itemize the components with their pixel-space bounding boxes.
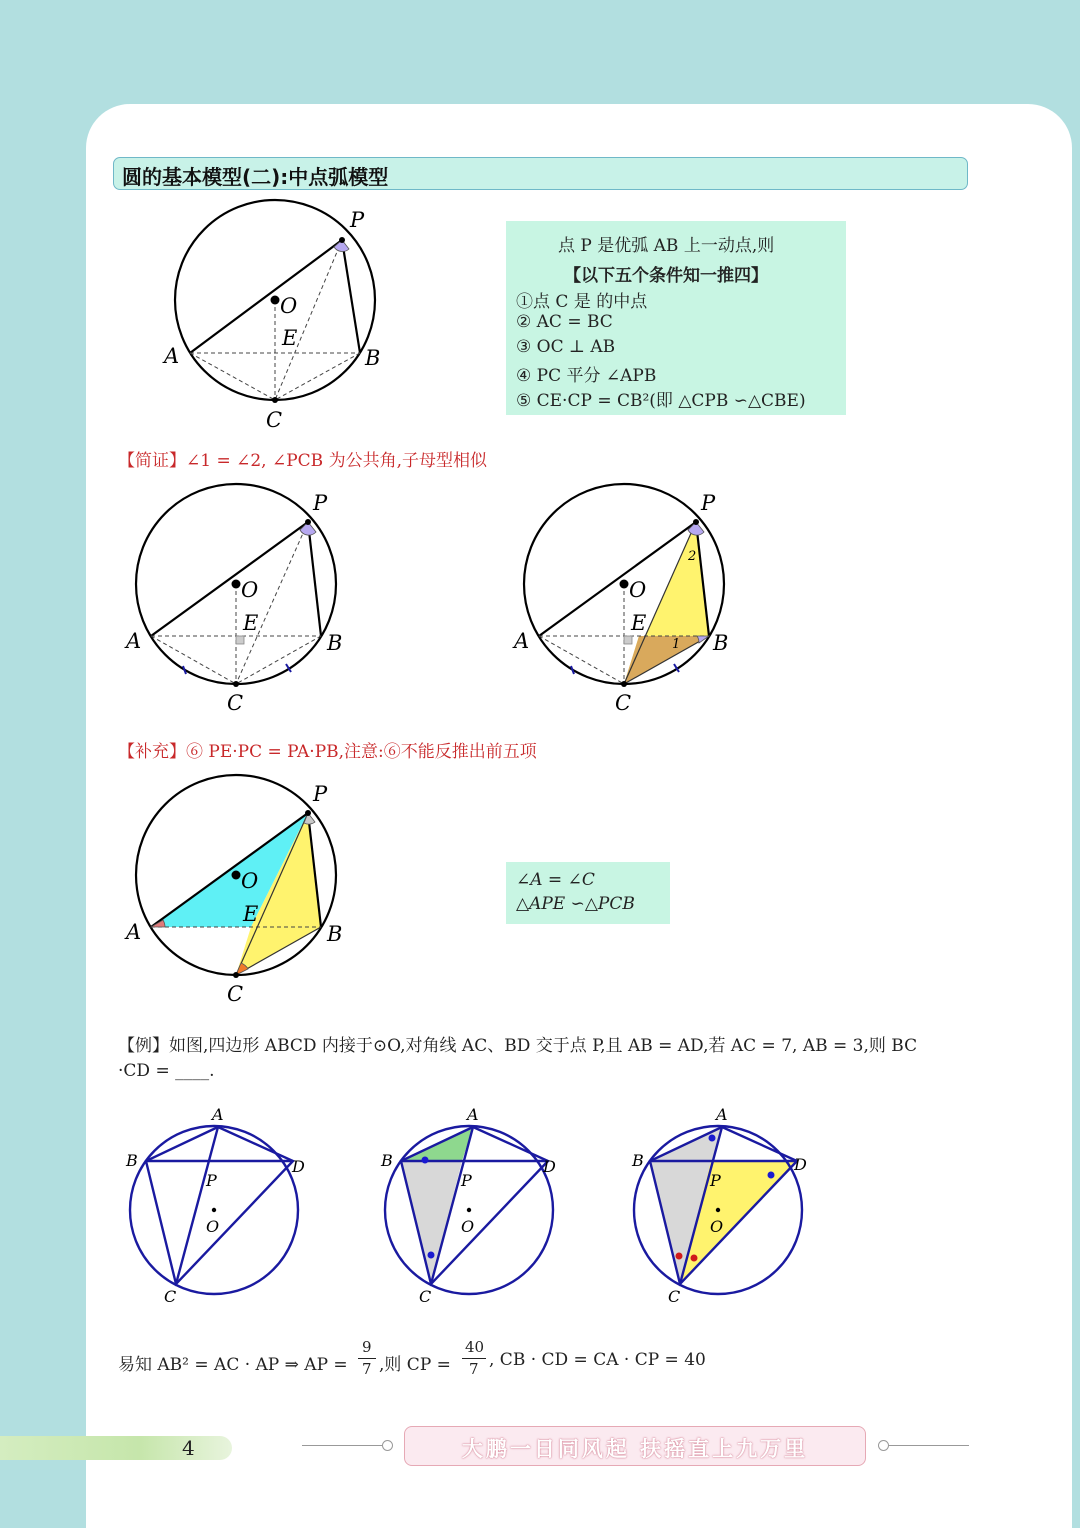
footer-bar bbox=[0, 1436, 232, 1460]
figure-supplement bbox=[120, 771, 360, 1011]
angle-label-1: 1 bbox=[672, 637, 681, 652]
solution-prefix: 易知 AB² = AC · AP ⇒ AP = bbox=[118, 1355, 348, 1375]
section-title-bar bbox=[113, 157, 968, 190]
label-A: A bbox=[126, 920, 142, 944]
ex3-label-P: P bbox=[710, 1171, 721, 1190]
label-P: P bbox=[350, 208, 365, 232]
example-line-1: 【例】如图,四边形 ABCD 内接于⊙O,对角线 AC、BD 交于点 P,且 AB = AD,若 AC = 7, AB = 3,则 BC bbox=[118, 1036, 918, 1056]
example-line-2: ·CD = ____. bbox=[118, 1061, 215, 1081]
example-figure-3 bbox=[614, 1100, 834, 1310]
proof-note: 【简证】∠1 = ∠2, ∠PCB 为公共角,子母型相似 bbox=[118, 451, 487, 471]
slogan-box bbox=[404, 1426, 866, 1466]
supplement-note: 【补充】⑥ PE·PC = PA·PB,注意:⑥不能反推出前五项 bbox=[118, 742, 537, 762]
conditions-box bbox=[506, 221, 846, 415]
figure-proof-left bbox=[120, 480, 360, 720]
solution-mid: ,则 CP = bbox=[379, 1355, 451, 1375]
condition-1: ①点 C 是 的中点 bbox=[516, 292, 648, 312]
label-P: P bbox=[313, 782, 328, 806]
label-O: O bbox=[280, 294, 298, 318]
ex2-label-C: C bbox=[419, 1287, 432, 1306]
label-E: E bbox=[282, 326, 298, 350]
label-O: O bbox=[629, 578, 647, 602]
figure-midpoint-arc bbox=[160, 195, 400, 435]
example-figure-2 bbox=[365, 1100, 585, 1310]
page-number: 4 bbox=[182, 1436, 195, 1460]
conditions-rule: 【以下五个条件知一推四】 bbox=[564, 266, 768, 286]
label-P: P bbox=[313, 491, 328, 515]
frac1-bar bbox=[358, 1358, 376, 1359]
label-B: B bbox=[327, 631, 343, 655]
label-B: B bbox=[713, 631, 729, 655]
label-O: O bbox=[241, 869, 259, 893]
label-O: O bbox=[241, 578, 259, 602]
solution-frac2-num: 40 bbox=[465, 1338, 485, 1356]
footer-left-rule bbox=[302, 1445, 382, 1446]
ex1-label-A: A bbox=[212, 1105, 224, 1124]
label-A: A bbox=[164, 344, 180, 368]
frac2-bar bbox=[462, 1358, 486, 1359]
ex2-label-B: B bbox=[381, 1151, 393, 1170]
slogan: 大鹏一日同风起 扶摇直上九万里 bbox=[461, 1436, 809, 1461]
solution-suffix: , CB · CD = CA · CP = 40 bbox=[489, 1350, 706, 1370]
label-E: E bbox=[631, 611, 647, 635]
condition-3: ③ OC ⊥ AB bbox=[516, 337, 616, 357]
ex1-label-O: O bbox=[206, 1217, 220, 1236]
footer-right-rule bbox=[889, 1445, 969, 1446]
angle-label-2: 2 bbox=[688, 549, 697, 564]
solution-frac2-den: 7 bbox=[469, 1360, 479, 1378]
conditions-intro: 点 P 是优弧 AB 上一动点,则 bbox=[558, 236, 775, 256]
example-figure-1 bbox=[110, 1100, 330, 1310]
ex2-label-D: D bbox=[543, 1157, 556, 1176]
ex1-label-C: C bbox=[164, 1287, 177, 1306]
label-A: A bbox=[126, 629, 142, 653]
solution-frac1-den: 7 bbox=[362, 1360, 372, 1378]
ex3-label-C: C bbox=[668, 1287, 681, 1306]
label-E: E bbox=[243, 902, 259, 926]
solution-frac1-num: 9 bbox=[362, 1338, 372, 1356]
similarity-box bbox=[506, 862, 670, 924]
section-title: 圆的基本模型(二):中点弧模型 bbox=[122, 165, 389, 189]
label-C: C bbox=[615, 691, 632, 715]
label-A: A bbox=[514, 629, 530, 653]
condition-5: ⑤ CE·CP = CB²(即 △CPB ∽△CBE) bbox=[516, 391, 806, 411]
ex3-label-O: O bbox=[710, 1217, 724, 1236]
label-E: E bbox=[243, 611, 259, 635]
label-C: C bbox=[227, 982, 244, 1006]
ex3-label-B: B bbox=[632, 1151, 644, 1170]
condition-2: ② AC = BC bbox=[516, 312, 613, 332]
ex2-label-A: A bbox=[467, 1105, 479, 1124]
ex1-label-B: B bbox=[126, 1151, 138, 1170]
ex1-label-P: P bbox=[206, 1171, 217, 1190]
ex1-label-D: D bbox=[292, 1157, 305, 1176]
similarity-line-1: ∠A = ∠C bbox=[516, 870, 595, 890]
condition-4: ④ PC 平分 ∠APB bbox=[516, 366, 657, 386]
similarity-line-2: △APE ∽△PCB bbox=[516, 894, 635, 914]
label-C: C bbox=[227, 691, 244, 715]
figure-proof-right bbox=[508, 480, 748, 720]
footer-right-dot bbox=[878, 1440, 889, 1451]
label-P: P bbox=[701, 491, 716, 515]
ex3-label-A: A bbox=[716, 1105, 728, 1124]
label-C: C bbox=[266, 408, 283, 432]
ex3-label-D: D bbox=[794, 1155, 807, 1174]
footer-left-dot bbox=[382, 1440, 393, 1451]
label-B: B bbox=[365, 346, 381, 370]
label-B: B bbox=[327, 922, 343, 946]
ex2-label-O: O bbox=[461, 1217, 475, 1236]
ex2-label-P: P bbox=[461, 1171, 472, 1190]
